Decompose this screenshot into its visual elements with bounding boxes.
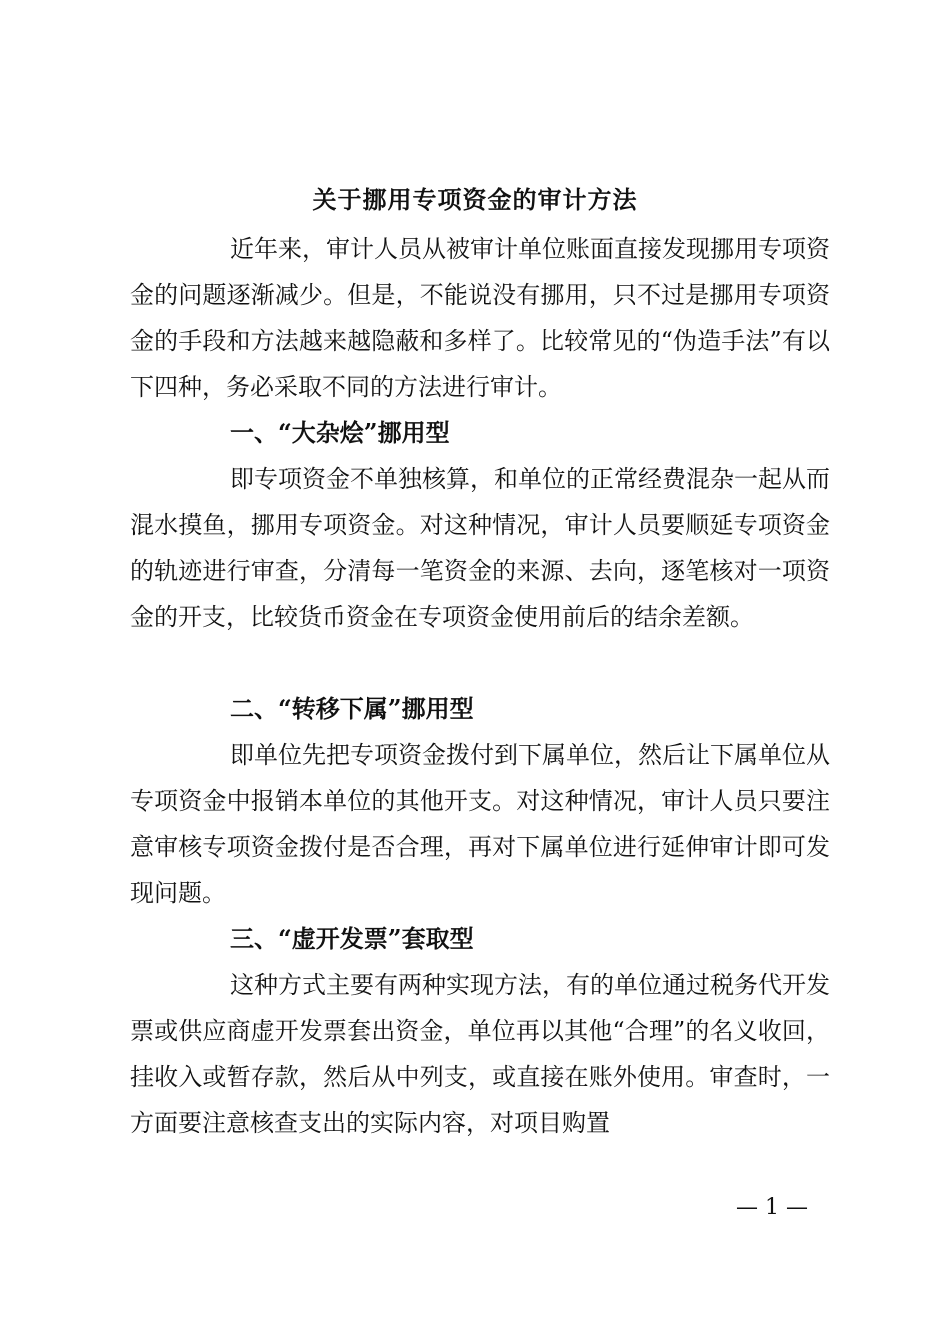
section-2-paragraph: 即单位先把专项资金拨付到下属单位，然后让下属单位从专项资金中报销本单位的其他开支。对这种情况，审计人员只要注意审核专项资金拨付是否合理，再对下属单位进行延伸审计即可发现问题。 <box>130 741 830 907</box>
document-title: 关于挪用专项资金的审计方法 <box>312 185 638 214</box>
page-number: — 1 — <box>736 1195 808 1220</box>
section-1-heading: 一、“大杂烩”挪用型 <box>230 418 450 447</box>
section-1-paragraph: 即专项资金不单独核算，和单位的正常经费混杂一起从而混水摸鱼，挪用专项资金。对这种情况，审计人员要顺延专项资金的轨迹进行审查，分清每一笔资金的来源、去向，逐笔核对一项资金的开支，比较货币资金在专项资金使用前后的结余差额。 <box>130 465 830 631</box>
section-3-paragraph: 这种方式主要有两种实现方法，有的单位通过税务代开发票或供应商虚开发票套出资金，单位再以其他“合理”的名义收回，挂收入或暂存款，然后从中列支，或直接在账外使用。审查时，一方面要注意核查支出的实际内容，对项目购置 <box>130 971 830 1137</box>
section-3-heading: 三、“虚开发票”套取型 <box>230 924 474 953</box>
intro-paragraph: 近年来，审计人员从被审计单位账面直接发现挪用专项资金的问题逐渐减少。但是，不能说没有挪用，只不过是挪用专项资金的手段和方法越来越隐蔽和多样了。比较常见的“伪造手法”有以下四种，务必采取不同的方法进行审计。 <box>130 235 830 401</box>
section-2-heading: 二、“转移下属”挪用型 <box>230 694 474 723</box>
